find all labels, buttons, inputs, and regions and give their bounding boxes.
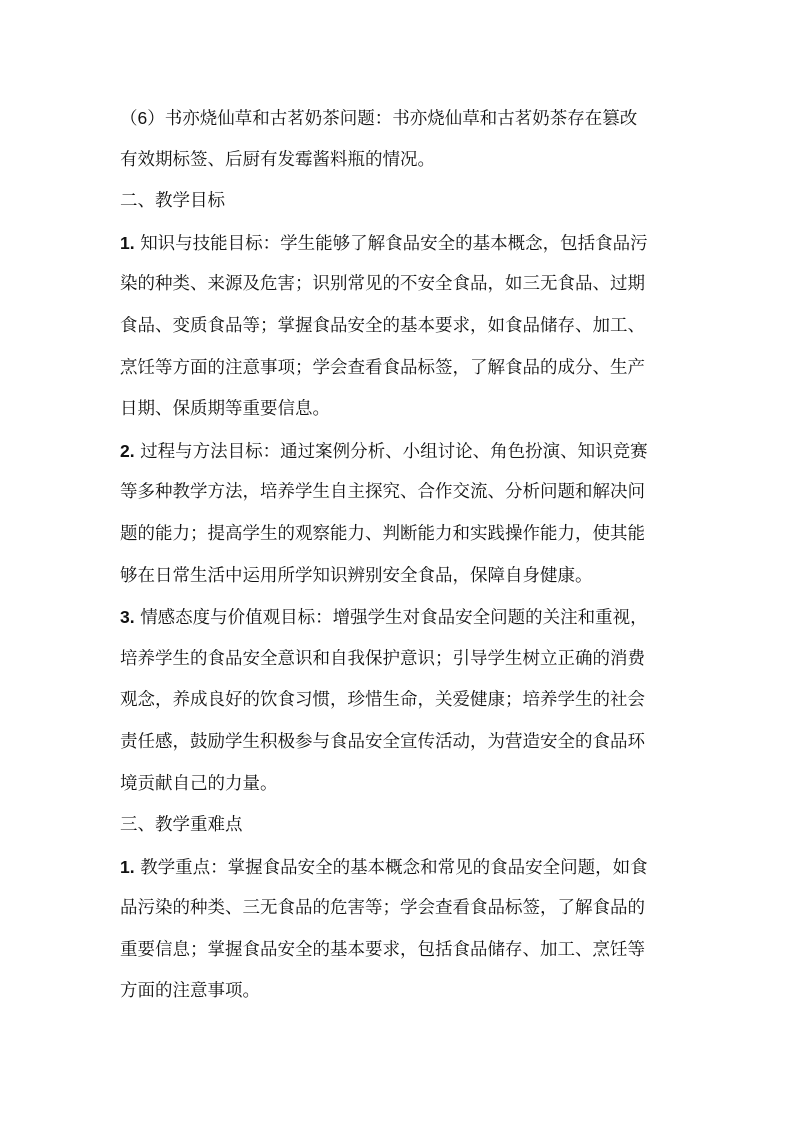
- text-line: [120, 431, 690, 473]
- text-line: [120, 348, 690, 390]
- text-line: [120, 888, 690, 930]
- text-line: [120, 971, 690, 1013]
- line-text: 食品、变质食品等；掌握食品安全的基本要求，如食品储存、加工、: [120, 315, 645, 336]
- line-text: 教学重点：掌握食品安全的基本概念和常见的食品安全问题，如食: [140, 857, 648, 878]
- item-number: 2.: [120, 440, 135, 461]
- text-line: [120, 639, 690, 681]
- line-text: 够在日常生活中运用所学知识辨别安全食品，保障自身健康。: [120, 565, 593, 586]
- line-text: 重要信息；掌握食品安全的基本要求，包括食品储存、加工、烹饪等: [120, 939, 645, 960]
- line-text: 染的种类、来源及危害；识别常见的不安全食品，如三无食品、过期: [120, 274, 645, 295]
- line-text: 方面的注意事项。: [120, 981, 260, 1002]
- line-text: 品污染的种类、三无食品的危害等；学会查看食品标签，了解食品的: [120, 898, 645, 919]
- line-text: 三、教学重难点: [120, 815, 243, 836]
- text-line: [120, 847, 690, 889]
- text-line: [120, 680, 690, 722]
- item-number: （6）: [120, 108, 165, 128]
- line-text: 书亦烧仙草和古茗奶茶问题：书亦烧仙草和古茗奶茶存在篡改: [164, 109, 638, 129]
- item-number: 3.: [120, 607, 135, 628]
- text-line: [120, 223, 690, 265]
- text-line: [120, 722, 690, 764]
- line-text: 二、教学目标: [120, 191, 225, 212]
- item-number: 1.: [120, 856, 135, 877]
- text-line: [120, 389, 690, 431]
- section-heading: [120, 181, 690, 223]
- line-text: 过程与方法目标：通过案例分析、小组讨论、角色扮演、知识竞赛: [140, 441, 648, 462]
- text-line: [120, 472, 690, 514]
- text-line: [120, 98, 690, 140]
- text-line: [120, 514, 690, 556]
- line-text: 烹饪等方面的注意事项；学会查看食品标签，了解食品的成分、生产: [120, 357, 645, 378]
- text-line: [120, 140, 690, 182]
- text-line: [120, 930, 690, 972]
- line-text: 培养学生的食品安全意识和自我保护意识；引导学生树立正确的消费: [120, 648, 645, 669]
- line-text: 等多种教学方法，培养学生自主探究、合作交流、分析问题和解决问: [120, 482, 645, 503]
- text-line: [120, 264, 690, 306]
- line-text: 责任感，鼓励学生积极参与食品安全宣传活动，为营造安全的食品环: [120, 731, 645, 752]
- text-line: [120, 597, 690, 639]
- text-line: [120, 306, 690, 348]
- line-text: 知识与技能目标：学生能够了解食品安全的基本概念，包括食品污: [140, 233, 648, 254]
- line-text: 情感态度与价值观目标：增强学生对食品安全问题的关注和重视，: [140, 608, 648, 629]
- line-text: 有效期标签、后厨有发霉酱料瓶的情况。: [120, 149, 435, 170]
- line-text: 日期、保质期等重要信息。: [120, 399, 330, 420]
- section-heading: [120, 805, 690, 847]
- line-text: 题的能力；提高学生的观察能力、判断能力和实践操作能力，使其能: [120, 523, 645, 544]
- text-line: [120, 556, 690, 598]
- document-body: [120, 98, 690, 1013]
- item-number: 1.: [120, 232, 135, 253]
- line-text: 观念，养成良好的饮食习惯，珍惜生命，关爱健康；培养学生的社会: [120, 690, 645, 711]
- line-text: 境贡献自己的力量。: [120, 773, 278, 794]
- text-line: [120, 764, 690, 806]
